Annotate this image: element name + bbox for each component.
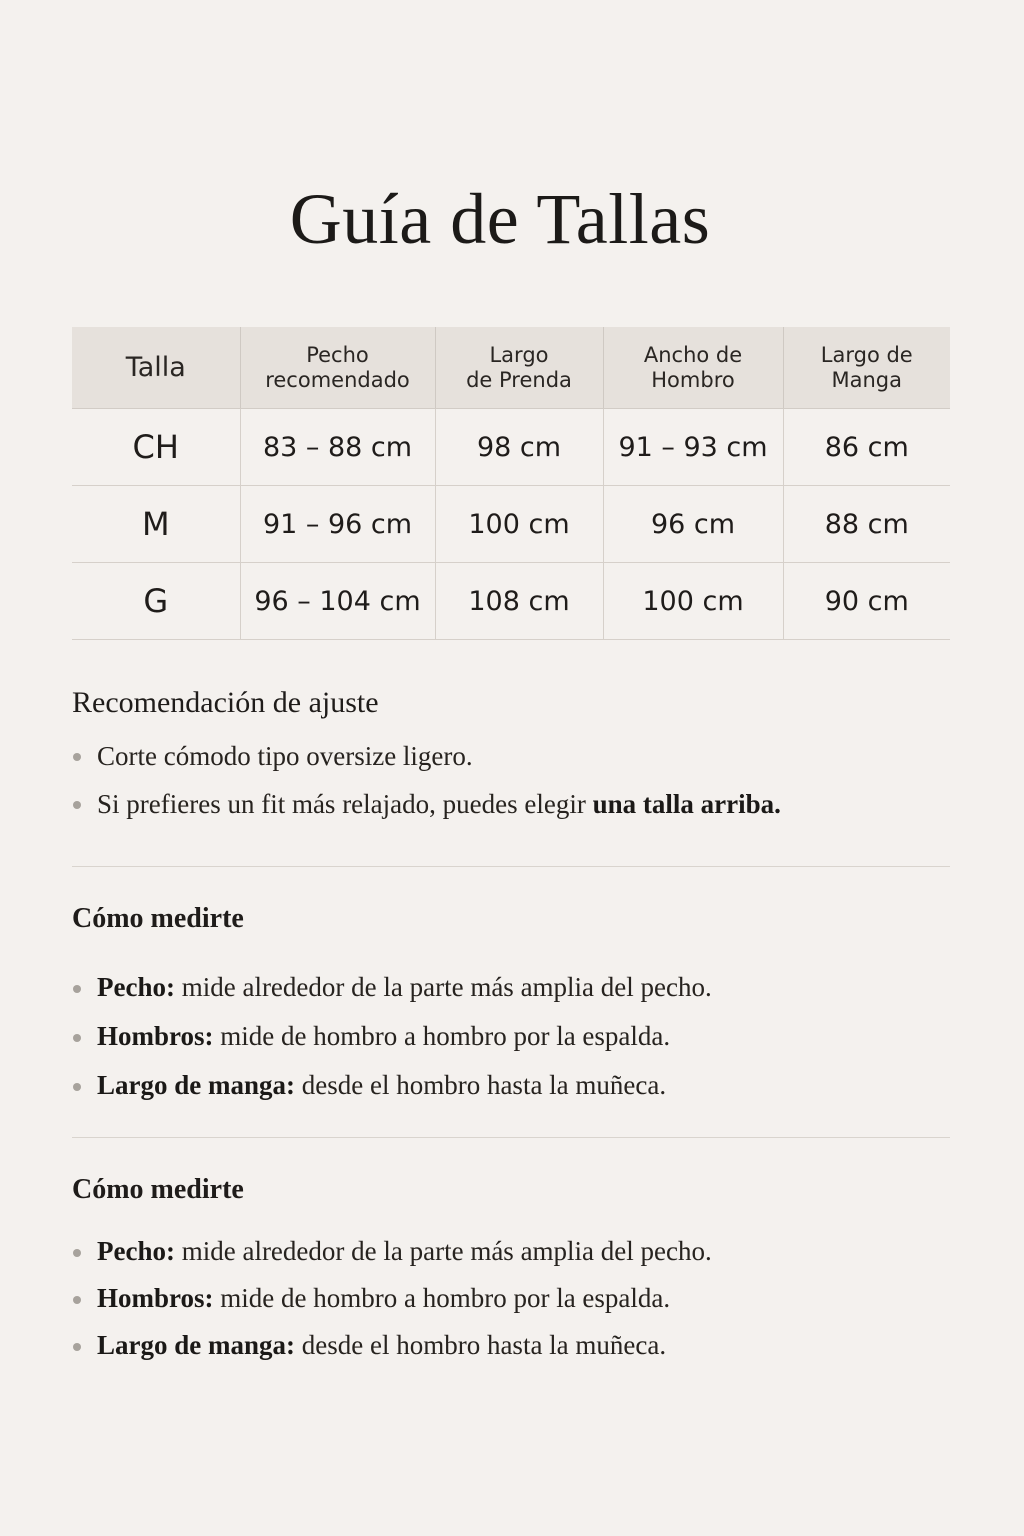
sleeve-length-cell: 86 cm	[783, 409, 950, 486]
shoulder-width-cell: 91 – 93 cm	[603, 409, 783, 486]
fit-title: Recomendación de ajuste	[72, 686, 379, 719]
list-item: Largo de manga: desde el hombro hasta la muñeca.	[72, 1322, 952, 1369]
header-garment-length: Largo de Prenda	[435, 327, 603, 409]
list-item: Corte cómodo tipo oversize ligero.	[72, 732, 952, 780]
garment-length-cell: 98 cm	[435, 409, 603, 486]
table-row	[72, 563, 950, 640]
shoulder-width-cell: 100 cm	[603, 563, 783, 640]
sleeve-length-cell: 88 cm	[783, 486, 950, 563]
measure-list	[72, 963, 952, 1110]
measure-section	[72, 903, 952, 1110]
chest-cell: 83 – 88 cm	[240, 409, 435, 486]
garment-length-cell: 108 cm	[435, 563, 603, 640]
list-item: Largo de manga: desde el hombro hasta la muñeca.	[72, 1061, 952, 1110]
size-cell: CH	[72, 409, 240, 486]
fit-section	[72, 686, 952, 828]
header-sleeve-length: Largo de Manga	[783, 327, 950, 409]
list-item: Hombros: mide de hombro a hombro por la espalda.	[72, 1012, 952, 1061]
list-item: Pecho: mide alrededor de la parte más amplia del pecho.	[72, 1228, 952, 1275]
list-item: Pecho: mide alrededor de la parte más amplia del pecho.	[72, 963, 952, 1012]
measure-list	[72, 1228, 952, 1369]
size-cell: G	[72, 563, 240, 640]
shoulder-width-cell: 96 cm	[603, 486, 783, 563]
size-cell: M	[72, 486, 240, 563]
size-table	[72, 327, 950, 640]
chest-cell: 96 – 104 cm	[240, 563, 435, 640]
chest-cell: 91 – 96 cm	[240, 486, 435, 563]
table-row	[72, 486, 950, 563]
sleeve-length-cell: 90 cm	[783, 563, 950, 640]
list-item: Hombros: mide de hombro a hombro por la espalda.	[72, 1275, 952, 1322]
measure-title: Cómo medirte	[72, 1174, 244, 1205]
header-chest: Pecho recomendado	[240, 327, 435, 409]
garment-length-cell: 100 cm	[435, 486, 603, 563]
list-item: Si prefieres un fit más relajado, puedes elegir una talla arriba.	[72, 780, 952, 828]
table-row	[72, 409, 950, 486]
divider	[72, 1137, 950, 1138]
header-shoulder-width: Ancho de Hombro	[603, 327, 783, 409]
table-header-row	[72, 327, 950, 409]
measure-title: Cómo medirte	[72, 903, 244, 934]
page-title: Guía de Tallas	[289, 179, 711, 259]
divider	[72, 866, 950, 867]
fit-list	[72, 732, 952, 828]
measure-section-repeat	[72, 1174, 952, 1369]
header-size: Talla	[72, 327, 240, 409]
